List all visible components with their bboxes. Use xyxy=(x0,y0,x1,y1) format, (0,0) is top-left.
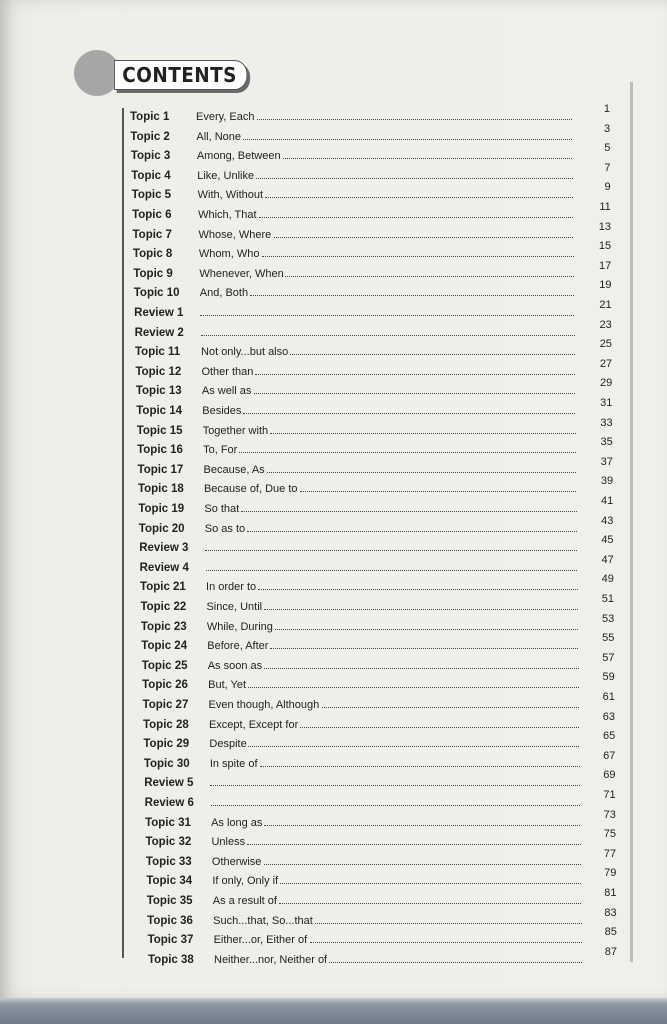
toc-entry xyxy=(130,103,640,126)
entry-page-number: 87 xyxy=(604,945,617,958)
dot-leader xyxy=(310,942,582,943)
entry-label: Topic 25 xyxy=(141,659,188,672)
entry-label: Review 4 xyxy=(139,561,189,574)
entry-title: Even though, Although xyxy=(208,699,320,711)
toc-entry xyxy=(135,338,640,361)
entry-title: As long as xyxy=(211,816,263,829)
dot-leader xyxy=(247,531,577,532)
dot-leader xyxy=(259,217,573,218)
dot-leader xyxy=(247,844,580,845)
toc-entry xyxy=(135,377,640,400)
dot-leader xyxy=(300,727,579,728)
dot-leader xyxy=(206,570,578,571)
entry-label: Topic 24 xyxy=(141,640,188,653)
entry-page-number: 1 xyxy=(603,103,610,115)
dot-leader xyxy=(315,923,581,924)
entry-label: Topic 28 xyxy=(142,718,189,731)
toc-entry xyxy=(140,573,640,596)
entry-label: Topic 13 xyxy=(135,385,182,398)
entry-label: Topic 7 xyxy=(132,228,172,241)
entry-label: Review 5 xyxy=(144,777,194,790)
entry-page-number: 83 xyxy=(604,906,617,919)
entry-label: Review 6 xyxy=(144,797,194,809)
entry-page-number: 79 xyxy=(604,867,617,880)
entry-label: Topic 31 xyxy=(145,816,191,829)
entry-title: Because, As xyxy=(203,463,265,476)
toc-entry xyxy=(130,122,640,146)
entry-page-number: 63 xyxy=(602,710,616,723)
dot-leader xyxy=(254,393,575,394)
entry-page-number: 9 xyxy=(604,181,611,194)
dot-leader xyxy=(267,472,577,473)
entry-label: Review 2 xyxy=(134,326,184,339)
dot-leader xyxy=(265,197,573,198)
entry-page-number: 59 xyxy=(602,671,615,684)
entry-title: Besides xyxy=(202,405,242,417)
toc-entry xyxy=(145,808,640,832)
toc-entry xyxy=(145,828,640,851)
entry-title: Before, After xyxy=(207,640,269,653)
entry-title: Like, Unlike xyxy=(197,169,255,182)
toc-entry xyxy=(145,847,640,871)
entry-page-number: 73 xyxy=(603,808,616,821)
toc-entry xyxy=(143,730,640,753)
entry-title: Despite xyxy=(209,738,247,751)
dot-leader xyxy=(243,139,572,140)
entry-page-number: 19 xyxy=(599,279,612,292)
toc-entry xyxy=(141,632,640,655)
entry-page-number: 49 xyxy=(601,573,614,586)
toc-entry xyxy=(146,887,640,910)
entry-page-number: 27 xyxy=(599,357,613,370)
entry-page-number: 11 xyxy=(599,201,611,213)
entry-title: Whose, Where xyxy=(198,228,272,241)
dot-leader xyxy=(270,433,576,434)
toc-entry xyxy=(137,436,640,459)
entry-title: As well as xyxy=(201,385,252,398)
entry-label: Topic 1 xyxy=(130,111,170,123)
dot-leader xyxy=(275,629,578,630)
dot-leader xyxy=(285,276,574,277)
entry-title: Whenever, When xyxy=(199,267,284,280)
dot-leader xyxy=(205,550,577,551)
entry-label: Topic 19 xyxy=(138,503,185,515)
entry-page-number: 65 xyxy=(602,730,616,743)
dot-leader xyxy=(260,766,580,767)
toc-entry xyxy=(147,926,640,949)
entry-title: Every, Each xyxy=(196,111,255,123)
entry-page-number: 81 xyxy=(604,887,617,899)
toc-entry xyxy=(142,710,640,734)
entry-label: Topic 27 xyxy=(142,699,189,711)
toc-entry xyxy=(138,495,640,518)
entry-label: Topic 8 xyxy=(132,248,173,261)
entry-label: Topic 15 xyxy=(136,424,183,437)
toc-entry xyxy=(133,259,640,283)
contents-title: CONTENTS xyxy=(114,60,247,90)
entry-label: Topic 2 xyxy=(130,130,170,143)
entry-page-number: 55 xyxy=(602,632,615,645)
entry-page-number: 7 xyxy=(604,161,611,174)
toc-entry xyxy=(137,455,640,479)
entry-label: Topic 26 xyxy=(142,679,188,692)
entry-page-number: 43 xyxy=(601,514,614,527)
dot-leader xyxy=(274,237,574,238)
dot-leader xyxy=(283,158,573,159)
dot-leader xyxy=(264,668,579,669)
toc-entry xyxy=(141,651,640,675)
contents-heading xyxy=(74,50,264,98)
entry-label: Topic 11 xyxy=(135,346,181,359)
entry-label: Topic 17 xyxy=(137,463,184,476)
entry-label: Topic 4 xyxy=(131,169,171,182)
toc-entry xyxy=(133,279,640,302)
entry-label: Topic 23 xyxy=(140,620,187,633)
entry-label: Topic 32 xyxy=(145,836,192,849)
entry-title: Other than xyxy=(201,365,254,378)
toc-entry xyxy=(137,475,640,498)
toc-entry xyxy=(139,553,640,577)
toc-entry xyxy=(139,534,640,557)
entry-page-number: 33 xyxy=(600,416,613,429)
entry-label: Topic 16 xyxy=(137,444,183,457)
entry-title: Not only...but also xyxy=(201,346,289,359)
entry-title: So that xyxy=(204,503,240,515)
entry-page-number: 21 xyxy=(599,299,612,311)
dot-leader xyxy=(255,374,575,375)
entry-label: Topic 6 xyxy=(132,209,172,221)
toc-entry xyxy=(134,299,640,322)
toc-entry xyxy=(140,593,640,616)
toc-entry xyxy=(148,945,640,969)
toc-entry xyxy=(131,161,640,185)
dot-leader xyxy=(250,295,574,296)
dot-leader xyxy=(264,825,580,826)
toc-entry xyxy=(147,906,640,930)
entry-label: Topic 38 xyxy=(148,953,194,966)
dot-leader xyxy=(258,589,578,590)
entry-page-number: 61 xyxy=(602,691,615,703)
dot-leader xyxy=(270,648,578,649)
dot-leader xyxy=(264,609,577,610)
entry-page-number: 31 xyxy=(600,397,613,409)
entry-label: Topic 21 xyxy=(140,581,186,594)
entry-label: Topic 30 xyxy=(143,757,190,770)
dot-leader xyxy=(257,119,572,120)
entry-label: Topic 37 xyxy=(147,934,194,947)
entry-title: Such...that, So...that xyxy=(213,914,313,927)
entry-label: Topic 22 xyxy=(140,601,187,613)
toc-entry xyxy=(132,201,640,224)
entry-label: Topic 3 xyxy=(130,150,171,163)
entry-page-number: 57 xyxy=(602,651,615,664)
entry-page-number: 25 xyxy=(599,338,612,351)
dot-leader xyxy=(243,413,575,414)
dot-leader xyxy=(210,785,580,786)
entry-title: To, For xyxy=(203,444,238,457)
entry-title: In order to xyxy=(206,581,257,594)
entry-page-number: 3 xyxy=(604,122,611,135)
entry-label: Topic 34 xyxy=(146,875,193,888)
toc-entry xyxy=(140,612,640,636)
page-bottom-edge xyxy=(0,998,667,1024)
dot-leader xyxy=(201,335,575,336)
entry-title: So as to xyxy=(204,522,246,535)
entry-label: Topic 35 xyxy=(146,895,193,907)
entry-title: In spite of xyxy=(209,757,258,770)
entry-title: Except, Except for xyxy=(208,718,299,731)
entry-page-number: 53 xyxy=(601,612,615,625)
entry-page-number: 51 xyxy=(601,593,615,605)
entry-title: If only, Only if xyxy=(212,875,279,888)
entry-title: With, Without xyxy=(197,189,264,202)
entry-label: Topic 10 xyxy=(133,287,180,300)
toc-entry xyxy=(131,181,640,204)
entry-page-number: 71 xyxy=(603,789,616,801)
entry-title: But, Yet xyxy=(208,679,247,692)
toc-entry xyxy=(144,769,640,792)
entry-label: Topic 14 xyxy=(136,405,183,417)
entry-label: Review 1 xyxy=(134,307,184,319)
entry-label: Topic 36 xyxy=(147,914,193,927)
toc-entry xyxy=(146,867,640,890)
entry-page-number: 85 xyxy=(604,926,617,939)
toc-entry xyxy=(130,142,640,165)
entry-title: Which, That xyxy=(198,209,257,221)
entry-page-number: 29 xyxy=(600,377,613,390)
entry-page-number: 69 xyxy=(603,769,616,782)
entry-title: Among, Between xyxy=(196,150,281,163)
entry-title: Since, Until xyxy=(206,601,263,613)
toc-entry xyxy=(135,357,640,381)
entry-title: Together with xyxy=(202,424,269,437)
entry-label: Topic 33 xyxy=(145,855,192,868)
entry-page-number: 41 xyxy=(600,495,614,507)
dot-leader xyxy=(322,707,579,708)
entry-page-number: 39 xyxy=(600,475,614,488)
entry-title: As soon as xyxy=(207,659,263,672)
entry-page-number: 17 xyxy=(599,259,612,272)
left-vertical-rule xyxy=(122,108,124,958)
entry-page-number: 23 xyxy=(599,318,612,331)
entry-page-number: 35 xyxy=(600,436,613,449)
toc-entry xyxy=(134,318,640,342)
entry-page-number: 5 xyxy=(604,142,611,155)
entry-title: Because of, Due to xyxy=(203,483,298,496)
dot-leader xyxy=(329,962,582,963)
dot-leader xyxy=(279,903,582,904)
entry-title: Either...or, Either of xyxy=(213,934,308,947)
entry-page-number: 37 xyxy=(600,455,613,468)
entry-title: And, Both xyxy=(199,287,249,300)
entry-title: As a result of xyxy=(212,895,277,907)
entry-label: Topic 18 xyxy=(137,483,184,496)
toc-entry xyxy=(132,220,640,244)
dot-leader xyxy=(290,354,575,355)
toc-entry xyxy=(132,240,640,263)
toc-entry xyxy=(136,397,640,420)
dot-leader xyxy=(248,746,579,747)
dot-leader xyxy=(241,511,576,512)
entry-label: Topic 12 xyxy=(135,365,182,378)
dot-leader xyxy=(264,864,581,865)
entry-title: While, During xyxy=(206,620,273,633)
dot-leader xyxy=(300,491,576,492)
toc-entry xyxy=(144,789,640,812)
entry-page-number: 75 xyxy=(603,828,617,841)
entry-title: All, None xyxy=(196,130,242,143)
entry-title: Unless xyxy=(211,836,246,849)
entry-title: Whom, Who xyxy=(198,248,260,261)
toc-entry xyxy=(142,691,640,714)
toc-entry xyxy=(138,514,640,538)
dot-leader xyxy=(200,315,574,316)
dot-leader xyxy=(280,883,581,884)
toc-entry xyxy=(142,671,640,694)
entry-page-number: 77 xyxy=(603,847,617,860)
dot-leader xyxy=(248,687,579,688)
entry-label: Topic 9 xyxy=(133,267,173,280)
toc-entry xyxy=(143,749,640,773)
toc-entry xyxy=(136,416,640,440)
dot-leader xyxy=(262,256,574,257)
entry-page-number: 45 xyxy=(601,534,614,547)
entry-page-number: 67 xyxy=(603,749,616,762)
entry-page-number: 47 xyxy=(601,553,614,566)
entry-page-number: 13 xyxy=(598,220,611,233)
entry-label: Topic 29 xyxy=(143,738,190,751)
dot-leader xyxy=(239,452,576,453)
entry-label: Topic 5 xyxy=(131,189,172,202)
entry-title: Neither...nor, Neither of xyxy=(214,953,328,966)
entry-title: Otherwise xyxy=(211,855,262,868)
entry-page-number: 15 xyxy=(598,240,612,253)
entry-label: Topic 20 xyxy=(138,522,185,535)
entry-label: Review 3 xyxy=(139,542,189,555)
dot-leader xyxy=(256,178,572,179)
dot-leader xyxy=(211,805,580,806)
